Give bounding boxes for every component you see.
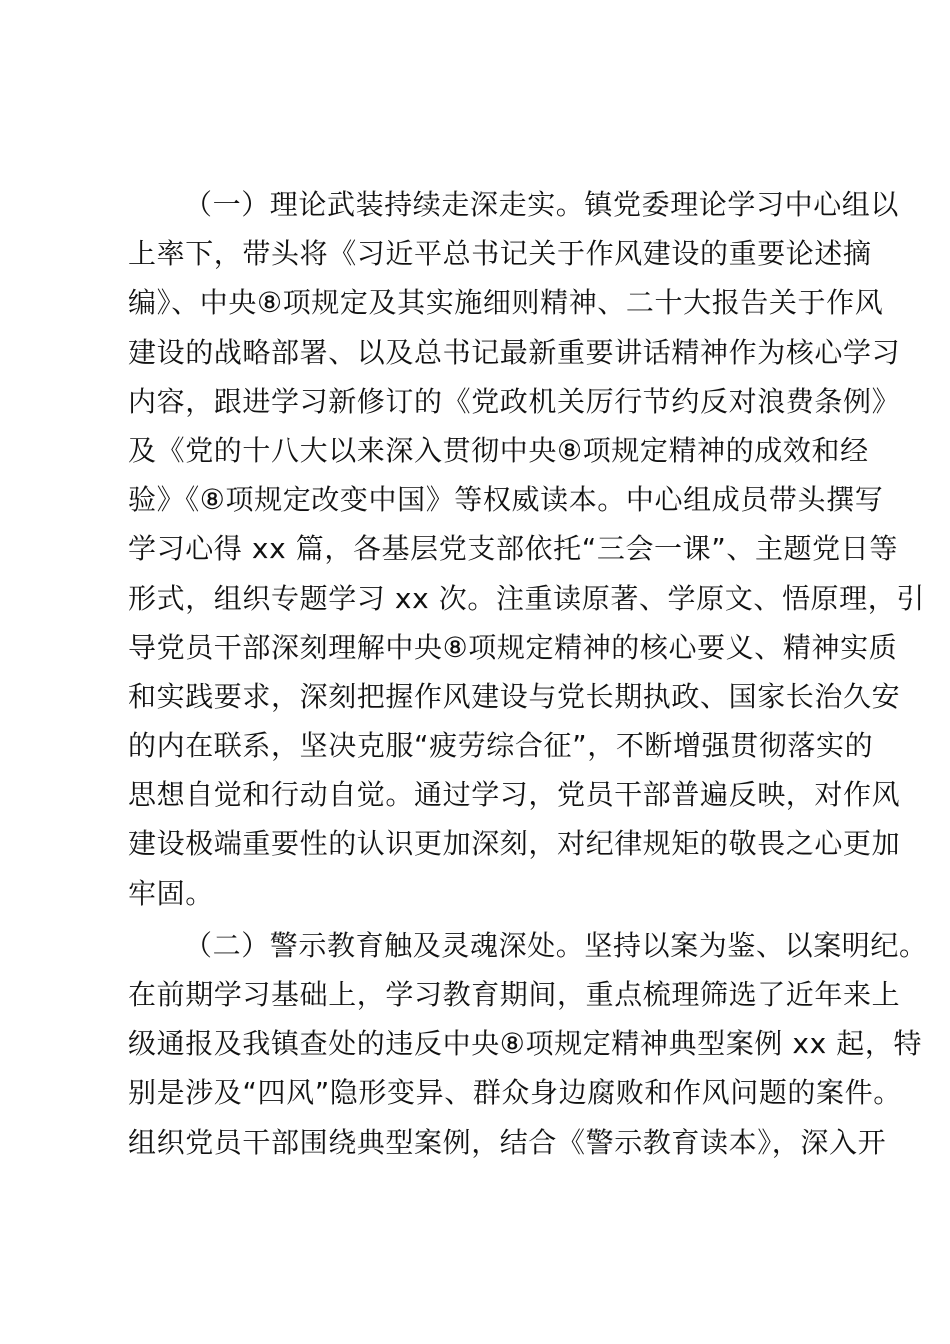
paragraph-line: 形式，组织专题学习 xx 次。注重读原著、学原文、悟原理，引 [128, 581, 925, 615]
paragraph-line: 导党员干部深刻理解中央⑧项规定精神的核心要义、精神实质 [128, 630, 898, 664]
paragraph-line: （一）理论武装持续走深走实。镇党委理论学习中心组以 [184, 188, 900, 221]
paragraph-theory-study [128, 180, 925, 918]
paragraph-line: 编》、中央⑧项规定及其实施细则精神、二十大报告关于作风 [128, 286, 884, 320]
document-body [128, 180, 928, 1167]
paragraph-warning-education [128, 921, 928, 1167]
paragraph-line: 验》《⑧项规定改变中国》等权威读本。中心组成员带头撰写 [128, 483, 884, 517]
paragraph-line: 别是涉及“四风”隐形变异、群众身边腐败和作风问题的案件。 [128, 1076, 902, 1110]
paragraph-line: （二）警示教育触及灵魂深处。坚持以案为鉴、以案明纪。 [184, 928, 928, 962]
paragraph-line: 建设极端重要性的认识更加深刻，对纪律规矩的敬畏之心更加 [128, 827, 901, 861]
paragraph-line: 牢固。 [128, 876, 214, 910]
paragraph-line: 及《党的十八大以来深入贯彻中央⑧项规定精神的成效和经 [128, 433, 869, 467]
paragraph-line: 在前期学习基础上，学习教育期间，重点梳理筛选了近年来上 [128, 978, 901, 1011]
paragraph-line: 学习心得 xx 篇，各基层党支部依托“三会一课”、主题党日等 [128, 532, 898, 566]
paragraph-line: 和实践要求，深刻把握作风建设与党长期执政、国家长治久安 [128, 679, 901, 713]
paragraph-line: 组织党员干部围绕典型案例，结合《警示教育读本》，深入开 [128, 1125, 887, 1159]
paragraph-line: 思想自觉和行动自觉。通过学习，党员干部普遍反映，对作风 [128, 778, 901, 812]
paragraph-line: 的内在联系，坚决克服“疲劳综合征”，不断增强贯彻落实的 [128, 729, 874, 763]
paragraph-line: 内容，跟进学习新修订的《党政机关厉行节约反对浪费条例》 [128, 384, 901, 418]
paragraph-line: 建设的战略部署、以及总书记最新重要讲话精神作为核心学习 [128, 335, 901, 369]
paragraph-line: 上率下，带头将《习近平总书记关于作风建设的重要论述摘 [128, 237, 872, 271]
paragraph-line: 级通报及我镇查处的违反中央⑧项规定精神典型案例 xx 起，特 [128, 1027, 923, 1061]
